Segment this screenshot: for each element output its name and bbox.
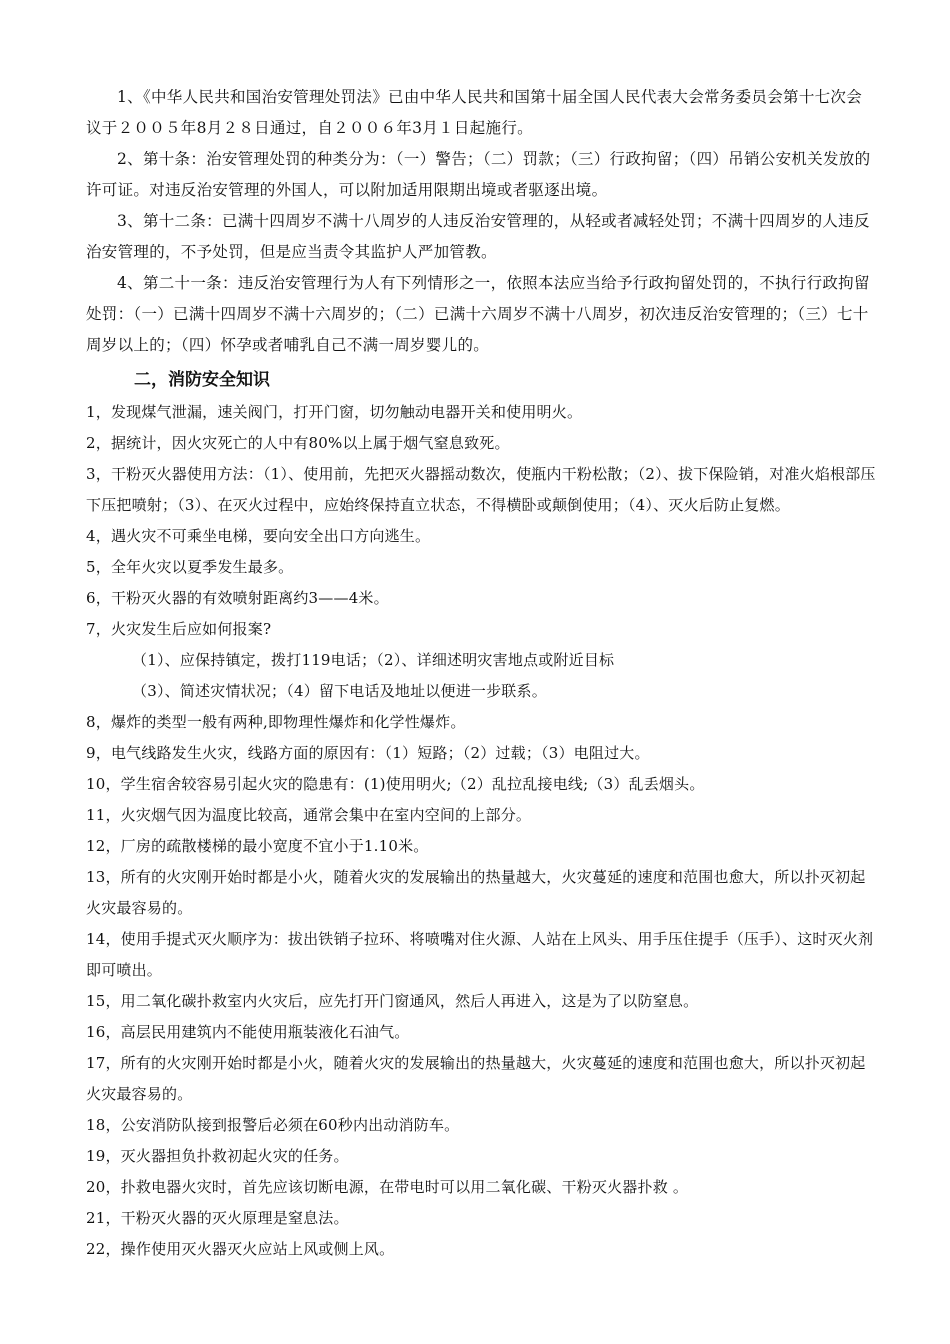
public-security-law-section <box>86 82 876 361</box>
law-item-4: 4、第二十一条：违反治安管理行为人有下列情形之一，依照本法应当给予行政拘留处罚的，不执行行政拘留处罚：（一）已满十四周岁不满十六周岁的；（二）已满十六周岁不满十八周岁，初次违反治安管理的；（三）七十周岁以上的；（四）怀孕或者哺乳自己不满一周岁婴儿的。 <box>86 274 870 354</box>
fire-item-11: 11，火灾烟气因为温度比较高，通常会集中在室内空间的上部分。 <box>86 806 532 824</box>
fire-item-7-sub-2: （3）、简述灾情状况；（4）留下电话及地址以便进一步联系。 <box>132 682 547 700</box>
fire-item-19: 19，灭火器担负扑救初起火灾的任务。 <box>86 1147 349 1165</box>
fire-item-16: 16，高层民用建筑内不能使用瓶装液化石油气。 <box>86 1023 410 1041</box>
law-item-2: 2、第十条：治安管理处罚的种类分为：（一）警告；（二）罚款；（三）行政拘留；（四）吊销公安机关发放的许可证。对违反治安管理的外国人，可以附加适用限期出境或者驱逐出境。 <box>86 150 871 199</box>
fire-item-4: 4，遇火灾不可乘坐电梯，要向安全出口方向逃生。 <box>86 527 431 545</box>
fire-item-22: 22，操作使用灭火器灭火应站上风或侧上风。 <box>86 1240 395 1258</box>
fire-item-7: 7，火灾发生后应如何报案? <box>86 620 272 638</box>
fire-item-1: 1，发现煤气泄漏，速关阀门，打开门窗，切勿触动电器开关和使用明火。 <box>86 403 583 421</box>
law-item-1: 1、《中华人民共和国治安管理处罚法》已由中华人民共和国第十届全国人民代表大会常务委员会第十七次会议于２００５年8月２８日通过，自２００６年3月１日起施行。 <box>86 88 863 137</box>
fire-item-21: 21，干粉灭火器的灭火原理是窒息法。 <box>86 1209 349 1227</box>
fire-item-13: 13，所有的火灾刚开始时都是小火，随着火灾的发展输出的热量越大，火灾蔓延的速度和范围也愈大，所以扑灭初起火灾最容易的。 <box>86 868 866 917</box>
fire-item-5: 5，全年火灾以夏季发生最多。 <box>86 558 294 576</box>
fire-item-18: 18，公安消防队接到报警后必须在60秒内出动消防车。 <box>86 1116 460 1134</box>
fire-item-14: 14，使用手提式灭火顺序为：拔出铁销子拉环、将喷嘴对住火源、人站在上风头、用手压住提手（压手）、这时灭火剂即可喷出。 <box>86 930 874 979</box>
document-page <box>86 82 876 1265</box>
fire-item-17: 17，所有的火灾刚开始时都是小火，随着火灾的发展输出的热量越大，火灾蔓延的速度和范围也愈大，所以扑灭初起火灾最容易的。 <box>86 1054 866 1103</box>
fire-item-2: 2，据统计，因火灾死亡的人中有80%以上属于烟气窒息致死。 <box>86 434 510 452</box>
fire-item-6: 6，干粉灭火器的有效喷射距离约3——4米。 <box>86 589 389 607</box>
section-heading-fire-safety: 二，消防安全知识 <box>134 370 270 390</box>
fire-item-3: 3，干粉灭火器使用方法：（1）、使用前，先把灭火器摇动数次，使瓶内干粉松散；（2）、拔下保险销，对准火焰根部压下压把喷射；（3）、在灭火过程中，应始终保持直立状态，不得横卧或颠倒使用；（4）、灭火后防止复燃。 <box>86 465 876 514</box>
fire-item-20: 20，扑救电器火灾时，首先应该切断电源，在带电时可以用二氧化碳、干粉灭火器扑救 。 <box>86 1178 689 1196</box>
fire-safety-section <box>86 397 876 1265</box>
fire-item-10: 10，学生宿舍较容易引起火灾的隐患有：(1)使用明火;（2）乱拉乱接电线;（3）乱丢烟头。 <box>86 775 705 793</box>
fire-item-9: 9，电气线路发生火灾，线路方面的原因有：（1）短路；（2）过载；（3）电阻过大。 <box>86 744 650 762</box>
fire-item-7-sub-1: （1）、应保持镇定，拨打119电话；（2）、详细述明灾害地点或附近目标 <box>132 651 615 669</box>
fire-item-15: 15，用二氧化碳扑救室内火灾后，应先打开门窗通风，然后人再进入，这是为了以防窒息。 <box>86 992 699 1010</box>
fire-item-8: 8，爆炸的类型一般有两种,即物理性爆炸和化学性爆炸。 <box>86 713 466 731</box>
fire-item-12: 12，厂房的疏散楼梯的最小宽度不宜小于1.10米。 <box>86 837 429 855</box>
law-item-3: 3、第十二条：已满十四周岁不满十八周岁的人违反治安管理的，从轻或者减轻处罚；不满十四周岁的人违反治安管理的，不予处罚，但是应当责令其监护人严加管教。 <box>86 212 870 261</box>
